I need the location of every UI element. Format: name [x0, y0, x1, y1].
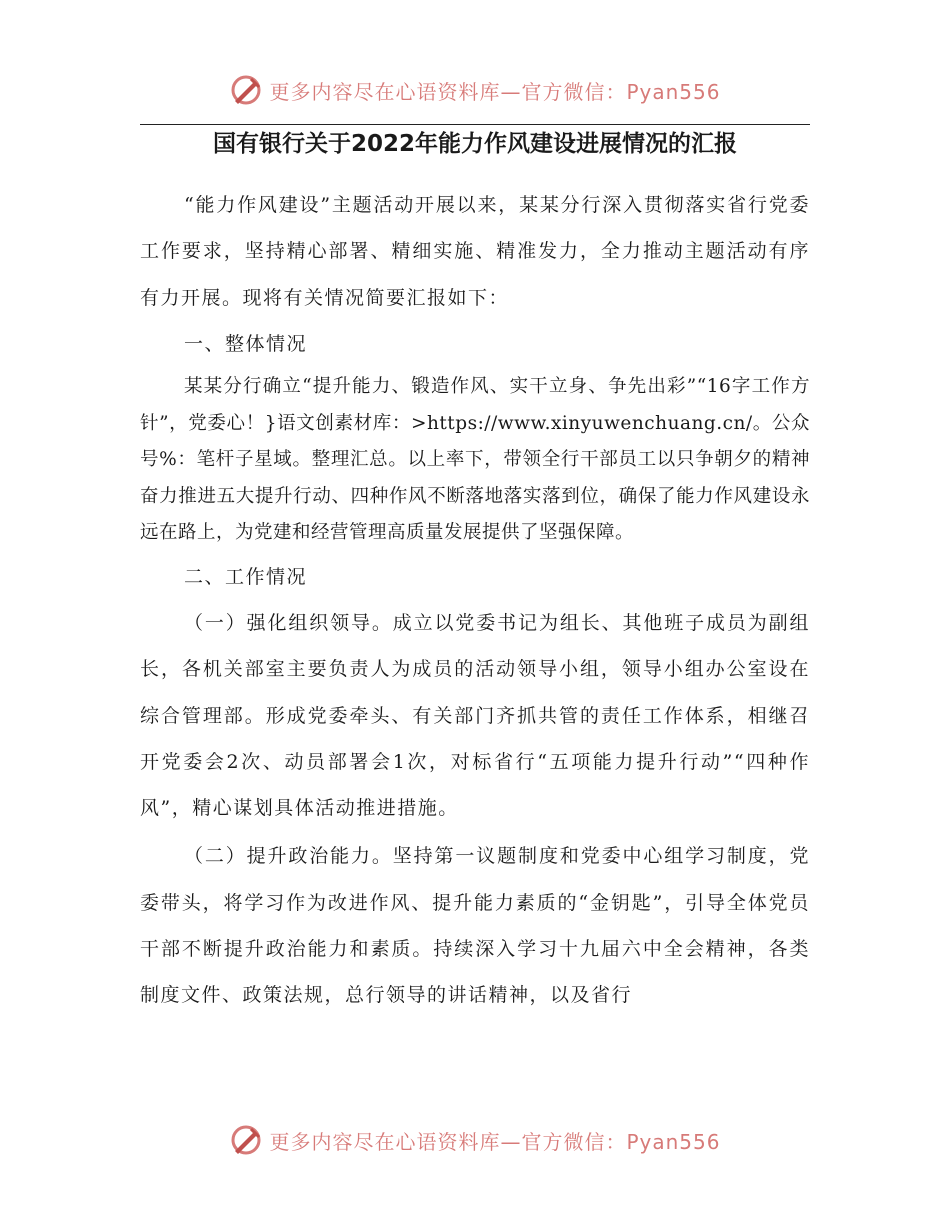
header-rule: [140, 124, 810, 125]
heading-work: 二、工作情况: [184, 565, 308, 588]
document-body: [140, 182, 810, 1019]
watermark-text: 更多内容尽在心语资料库—官方微信：Pyan556: [269, 1129, 721, 1154]
paragraph-political: （二）提升政治能力。坚持第一议题制度和党委中心组学习制度，党委带头，将学习作为改进作风、提升能力素质的“金钥匙”，引导全体党员干部不断提升政治能力和素质。持续深入学习十九届六中全会精神，各类制度文件、政策法规，总行领导的讲话精神，以及省行: [140, 845, 810, 1007]
header-watermark-banner: [0, 70, 950, 110]
pen-logo-icon: [229, 73, 263, 107]
paragraph-overall: 某某分行确立“提升能力、锻造作风、实干立身、争先出彩”“16字工作方针”，党委心！}语文创素材库：>https://www.xinyuwenchuang.cn/。公众号%：笔杆子星域。整理汇总。以上率下，带领全行干部员工以只争朝夕的精神奋力推进五大提升行动、四种作风不断落地落实落到位，确保了能力作风建设永远在路上，为党建和经营管理高质量发展提供了坚强保障。: [140, 376, 810, 544]
watermark-text: 更多内容尽在心语资料库—官方微信：Pyan556: [269, 79, 721, 104]
document-title: 国有银行关于2022年能力作风建设进展情况的汇报: [212, 131, 737, 157]
pen-logo-icon: [229, 1123, 263, 1157]
heading-overall: 一、整体情况: [184, 332, 308, 355]
footer-watermark-banner: [0, 1120, 950, 1160]
paragraph-leadership: （一）强化组织领导。成立以党委书记为组长、其他班子成员为副组长，各机关部室主要负责人为成员的活动领导小组，领导小组办公室设在综合管理部。形成党委牵头、有关部门齐抓共管的责任工作体系，相继召开党委会2次、动员部署会1次，对标省行“五项能力提升行动”“四种作风”，精心谋划具体活动推进措施。: [140, 611, 810, 820]
paragraph-intro: “能力作风建设”主题活动开展以来，某某分行深入贯彻落实省行党委工作要求，坚持精心部署、精细实施、精准发力，全力推动主题活动有序有力开展。现将有关情况简要汇报如下：: [140, 194, 810, 309]
